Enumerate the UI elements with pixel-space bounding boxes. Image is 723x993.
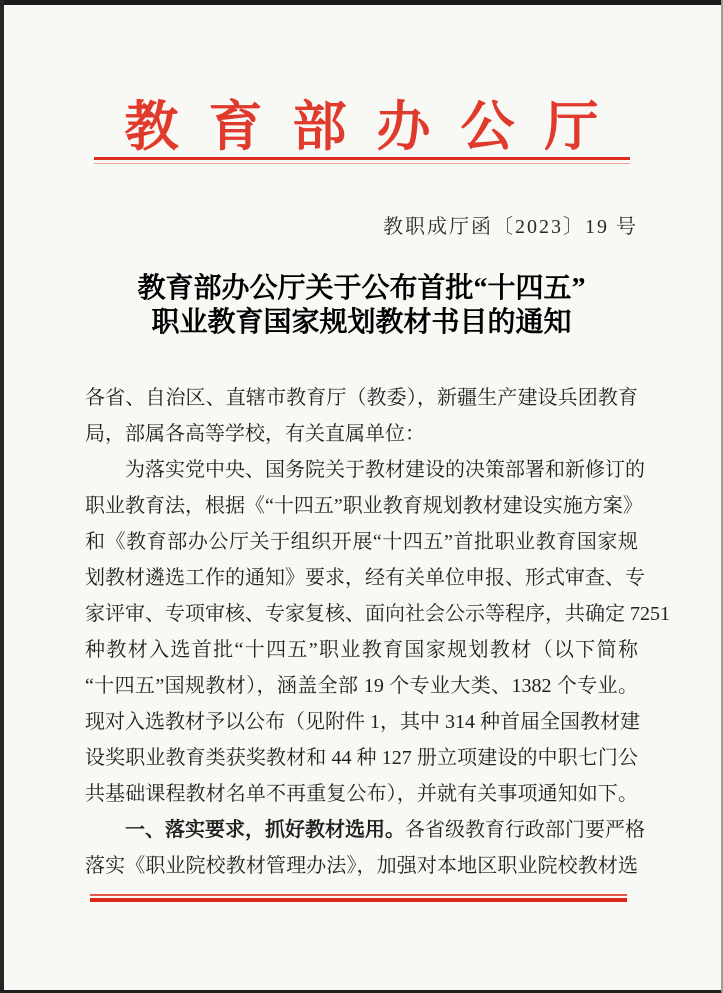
- letterhead-title: 教育部办公厅: [124, 97, 629, 157]
- document-body: [85, 380, 670, 884]
- paragraph-line: 设奖职业教育类获奖教材和 44 种 127 册立项建设的中职七门公: [85, 747, 638, 769]
- paragraph-line: 职业教育法，根据《“十四五”职业教育规划教材建设实施方案》: [85, 495, 643, 517]
- section-heading: 一、落实要求，抓好教材选用。: [125, 819, 405, 841]
- paragraph-line: 和《教育部办公厅关于组织开展“十四五”首批职业教育国家规: [85, 531, 638, 553]
- page-edge-top: [0, 0, 723, 5]
- paragraph-line: 家评审、专项审核、专家复核、面向社会公示等程序，共确定 7251: [85, 603, 670, 625]
- document-number: 教职成厅函〔2023〕19 号: [383, 216, 638, 238]
- notice-title-line2: 职业教育国家规划教材书目的通知: [151, 307, 572, 338]
- paragraph-line: 落实《职业院校教材管理办法》，加强对本地区职业院校教材选: [85, 855, 638, 877]
- paragraph-line: 为落实党中央、国务院关于教材建设的决策部署和新修订的: [125, 459, 645, 481]
- paragraph-line: 种教材入选首批“十四五”职业教育国家规划教材（以下简称: [85, 639, 638, 661]
- paragraph-line: [85, 812, 645, 848]
- salutation-line: 各省、自治区、直辖市教育厅（教委），新疆生产建设兵团教育: [85, 387, 638, 409]
- notice-title: [0, 272, 723, 340]
- paragraph-line: “十四五”国规教材），涵盖全部 19 个专业大类、1382 个专业。: [85, 675, 638, 697]
- notice-title-line1: 教育部办公厅关于公布首批“十四五”: [137, 273, 586, 304]
- letterhead-rule: [94, 157, 630, 164]
- paragraph-line: 共基础课程教材名单不再重复公布），并就有关事项通知如下。: [85, 783, 638, 805]
- paragraph-line: 划教材遴选工作的通知》要求，经有关单位申报、形式审查、专: [85, 567, 645, 589]
- salutation-line: 局，部属各高等学校，有关直属单位：: [85, 423, 425, 445]
- paragraph-text: 各省级教育行政部门要严格: [405, 819, 645, 841]
- footer-rule: [90, 894, 627, 902]
- paragraph-line: 现对入选教材予以公布（见附件 1，其中 314 种首届全国教材建: [85, 711, 640, 733]
- page-edge-left: [0, 0, 4, 993]
